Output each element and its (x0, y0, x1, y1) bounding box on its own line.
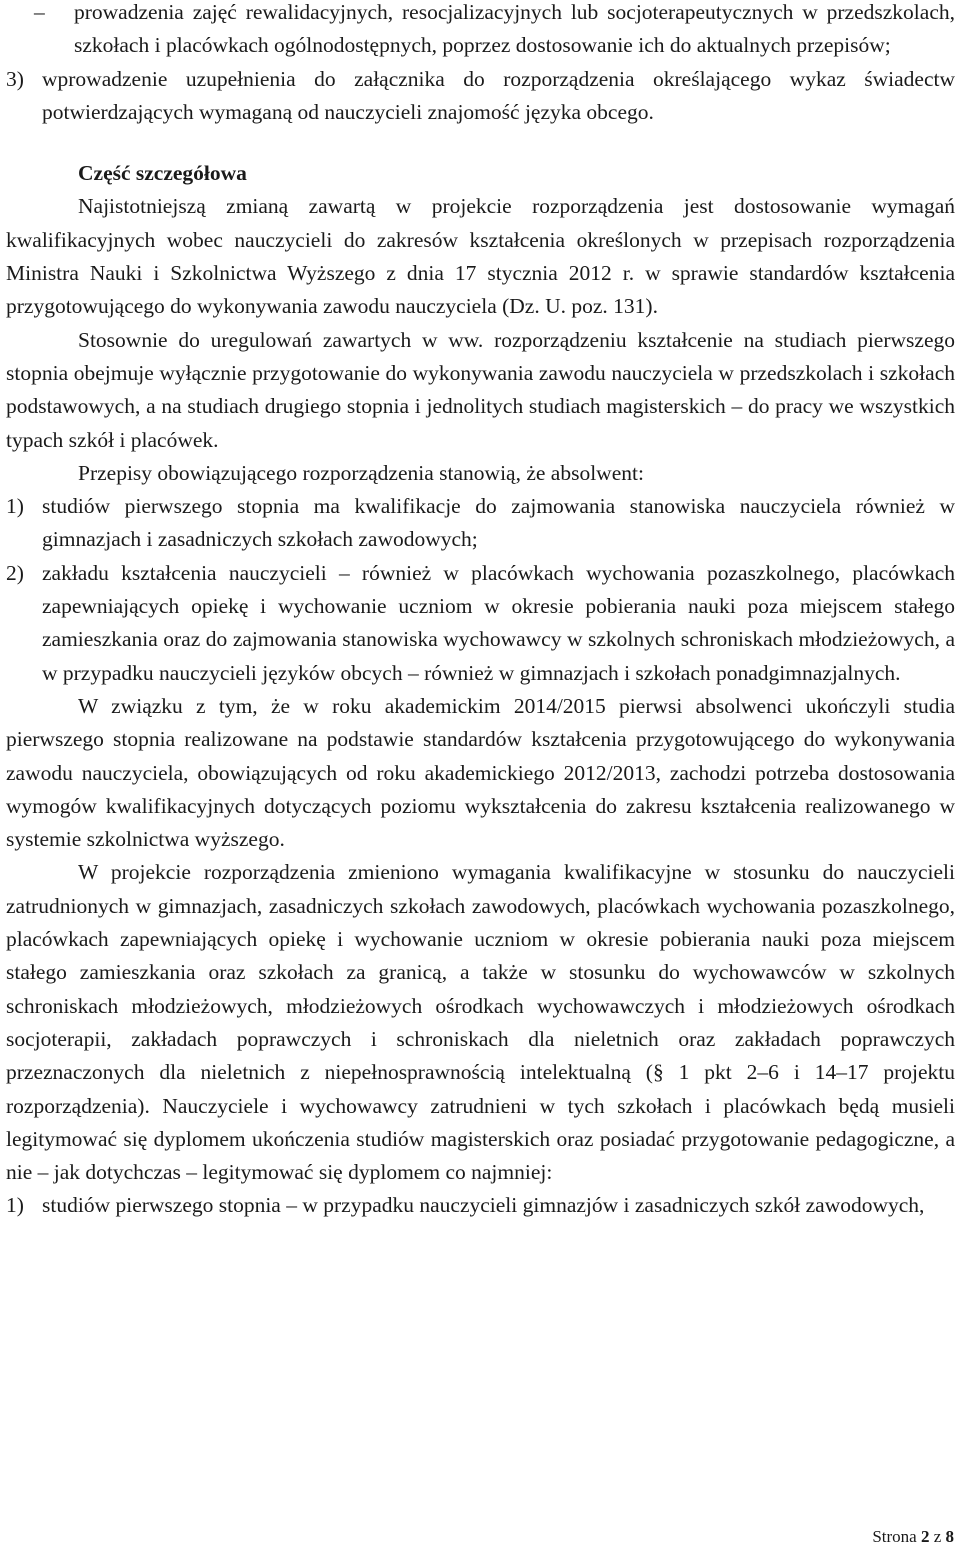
list-item-text: studiów pierwszego stopnia ma kwalifikacje do zajmowania stanowiska nauczyciela również w gimnazjach i zasadniczych szkołach zawodowych; (42, 494, 955, 552)
paragraph: W projekcie rozporządzenia zmieniono wymagania kwalifikacyjne w stosunku do nauczycieli zatrudnionych w gimnazjach, zasadniczych szkołach zawodowych, placówkach wychowania pozaszkolnego, placówkach zapewniających opiekę i wychowanie uczniom w okresie pobierania nauki poza miejscem stałego zamieszkania oraz szkołach za granicą, a także w stosunku do wychowawców w szkolnych schroniskach młodzieżowych, młodzieżowych ośrodkach wychowawczych i młodzieżowych ośrodkach socjoterapii, zakładach poprawczych i schroniskach dla nieletnich oraz zakładach poprawczych przeznaczonych dla nieletnich z niepełnosprawnością intelektualną (§ 1 pkt 2–6 i 14–17 projektu rozporządzenia). Nauczyciele i wychowawcy zatrudnieni w tych szkołach i placówkach będą musieli legitymować się dyplomem ukończenia studiów magisterskich oraz posiadać przygotowanie pedagogiczne, a nie – jak dotychczas – legitymować się dyplomem co najmniej: (6, 860, 955, 1185)
dash-bullet: – (34, 0, 45, 24)
list-item-number: 3) (6, 66, 24, 91)
footer-separator: z (933, 1527, 942, 1546)
list-item (6, 0, 955, 63)
page-number-footer (872, 1527, 954, 1547)
document-body (6, 0, 955, 1223)
footer-current-page: 2 (920, 1527, 930, 1546)
list-item-text: zakładu kształcenia nauczycieli – również w placówkach wychowania pozaszkolnego, placówkach zapewniających opiekę i wychowanie uczniom w okresie pobierania nauki poza miejscem stałego zamieszkania oraz do zajmowania stanowiska wychowawcy w szkolnych schroniskach młodzieżowych, a w przypadku nauczycieli języków obcych – również w gimnazjach i szkołach ponadgimnazjalnych. (42, 560, 955, 685)
list-item-text: wprowadzenie uzupełnienia do załącznika do rozporządzenia określającego wykaz świadectw potwierdzających wymaganą od nauczycieli znajomość języka obcego. (42, 66, 955, 124)
list-item-number: 2) (6, 560, 24, 585)
footer-prefix: Strona (872, 1527, 917, 1546)
paragraph: Stosownie do uregulowań zawartych w ww. rozporządzeniu kształcenie na studiach pierwszego stopnia obejmuje wyłącznie przygotowanie do wykonywania zawodu nauczyciela w przedszkolach i szkołach podstawowych, a na studiach drugiego stopnia i jednolitych studiach magisterskich – do pracy we wszystkich typach szkół i placówek. (6, 327, 955, 452)
list-item (6, 490, 955, 557)
paragraph: W związku z tym, że w roku akademickim 2014/2015 pierwsi absolwenci ukończyli studia pierwszego stopnia realizowane na podstawie standardów kształcenia przygotowującego do wykonywania zawodu nauczyciela, obowiązujących od roku akademickiego 2012/2013, zachodzi potrzeba dostosowania wymogów kwalifikacyjnych dotyczących poziomu wykształcenia do zakresu kształcenia realizowanego w systemie szkolnictwa wyższego. (6, 693, 955, 852)
list-item-text: studiów pierwszego stopnia – w przypadku nauczycieli gimnazjów i zasadniczych szkół zawodowych, (42, 1193, 925, 1218)
paragraph: Najistotniejszą zmianą zawartą w projekcie rozporządzenia jest dostosowanie wymagań kwalifikacyjnych wobec nauczycieli do zakresów kształcenia określonych w przepisach rozporządzenia Ministra Nauki i Szkolnictwa Wyższego z dnia 17 stycznia 2012 r. w sprawie standardów kształcenia przygotowującego do wykonywania zawodu nauczyciela (Dz. U. poz. 131). (6, 194, 955, 319)
section-heading: Część szczegółowa (78, 161, 247, 186)
list-item (6, 63, 955, 130)
paragraph: Przepisy obowiązującego rozporządzenia stanowią, że absolwent: (78, 460, 644, 485)
list-item-number: 1) (6, 1193, 24, 1218)
footer-total-pages: 8 (945, 1527, 954, 1546)
list-item-text: prowadzenia zajęć rewalidacyjnych, resocjalizacyjnych lub socjoterapeutycznych w przedszkolach, szkołach i placówkach ogólnodostępnych, poprzez dostosowanie ich do aktualnych przepisów; (74, 0, 955, 58)
list-item-number: 1) (6, 494, 24, 519)
list-item (6, 1189, 955, 1222)
list-item (6, 557, 955, 690)
